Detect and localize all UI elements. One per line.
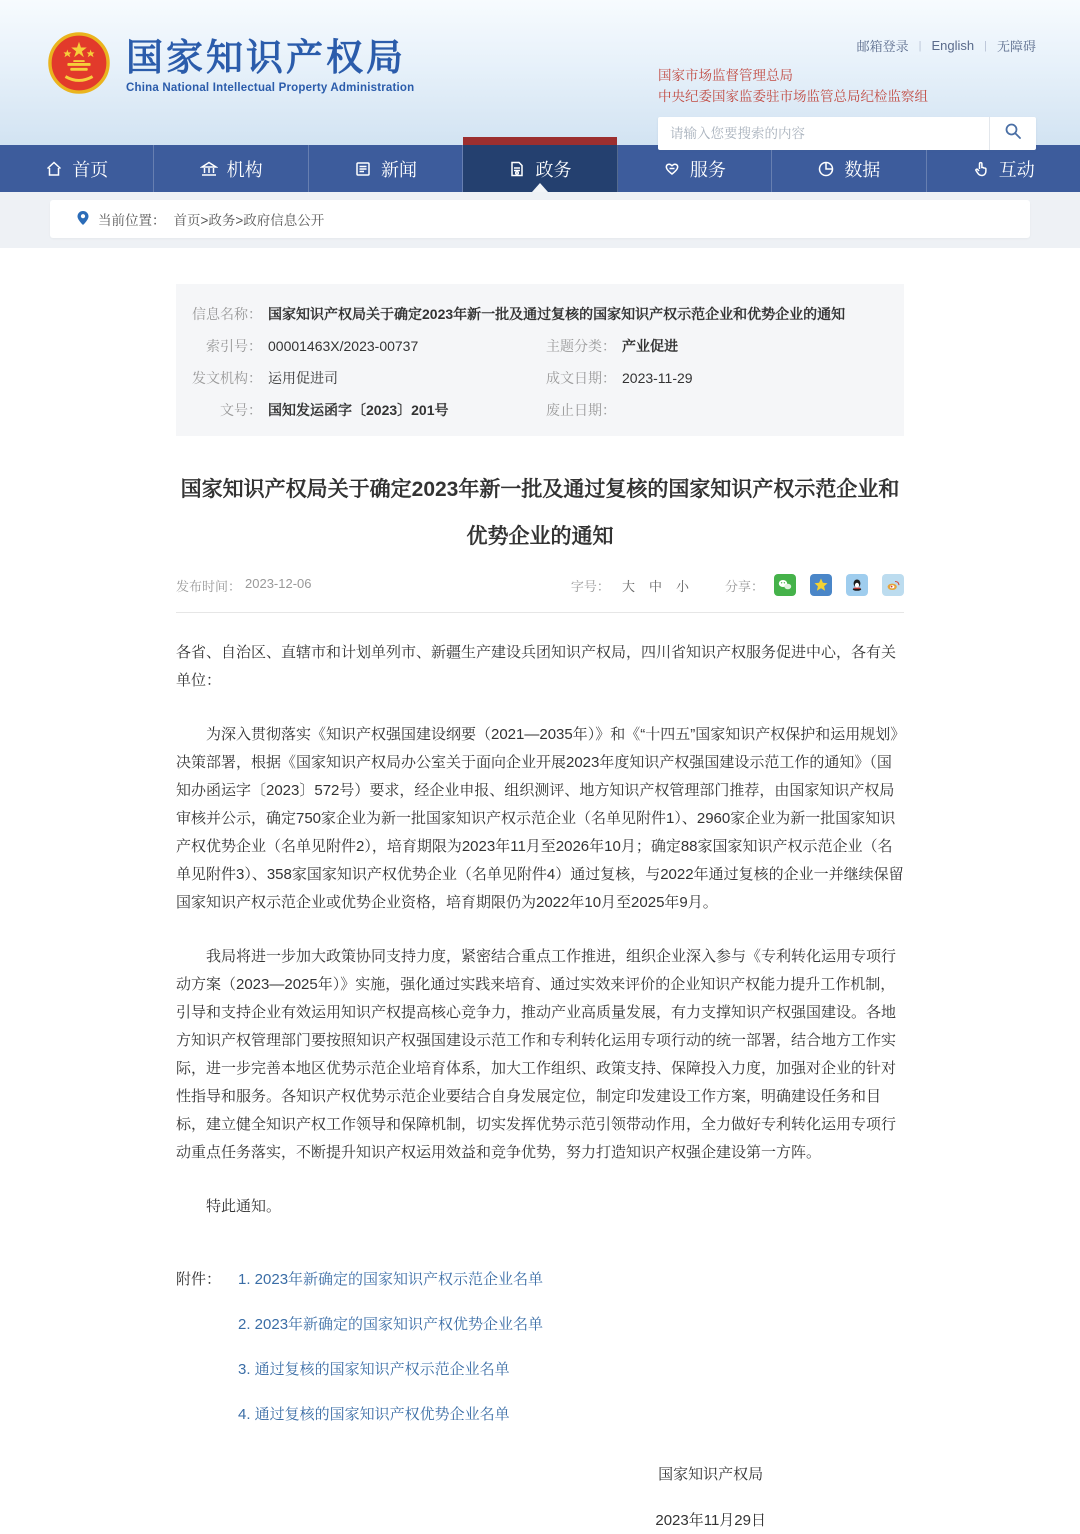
fontsize-small-button[interactable]: 小	[675, 578, 689, 594]
qzone-share-icon[interactable]	[810, 574, 832, 596]
nav-tab-services[interactable]	[618, 145, 772, 192]
document-icon	[508, 160, 526, 178]
document-page	[0, 248, 1080, 1534]
link-separator: |	[918, 39, 922, 52]
article-body	[176, 639, 904, 1221]
mail-login-link[interactable]: 邮箱登录	[856, 39, 909, 54]
qq-share-icon[interactable]	[846, 574, 868, 596]
agency-title: 国家知识产权局	[126, 36, 406, 78]
body-paragraph: 为深入贯彻落实《知识产权强国建设纲要（2021—2035年）》和《“十四五”国家知识产权保护和运用规划》决策部署，根据《国家知识产权局办公室关于面向企业开展2023年度知识产权强国建设示范工作的通知》（国知办函运字〔2023〕572号）要求，经企业申报、组织测评、地方知识产权管理部门推荐，由国家知识产权局审核并公示，确定750家企业为新一批国家知识产权示范企业（名单见附件1）、2960家企业为新一批国家知识产权优势企业（名单见附件2），培育期限为2023年11月至2026年10月；确定88家国家知识产权示范企业（名单见附件3）、358家国家知识产权优势企业（名单见附件4）通过复核，与2022年通过复核的企业一并继续保留国家知识产权示范企业或优势企业资格，培育期限仍为2022年10月至2025年9月。	[176, 726, 904, 912]
agency-title-en: China National Intellectual Property Administration	[126, 81, 415, 94]
nav-tab-data[interactable]	[772, 145, 926, 192]
signature-organization: 国家知识产权局	[658, 1466, 764, 1484]
search-input[interactable]	[658, 126, 989, 141]
nav-tab-institutions[interactable]	[154, 145, 308, 192]
breadcrumb	[50, 200, 1030, 238]
related-agency-links	[658, 65, 1036, 107]
document-info-table	[176, 284, 904, 436]
info-index-value: 00001463X/2023-00737	[268, 338, 419, 354]
breadcrumb-strip	[0, 192, 1080, 248]
salutation: 各省、自治区、直辖市和计划单列市、新疆生产建设兵团知识产权局，四川省知识产权服务促进中心，各有关单位：	[176, 644, 897, 690]
fontsize-medium-button[interactable]: 中	[648, 578, 662, 594]
nav-tab-home[interactable]	[0, 145, 154, 192]
info-name-value: 国家知识产权局关于确定2023年新一批及通过复核的国家知识产权示范企业和优势企业的通知	[268, 306, 846, 322]
pointing-hand-icon	[972, 160, 990, 178]
weibo-share-icon[interactable]	[882, 574, 904, 596]
nav-tab-news[interactable]	[309, 145, 463, 192]
attachment-link-4[interactable]: 4. 通过复核的国家知识产权优势企业名单	[238, 1406, 510, 1424]
info-abolish-value	[616, 394, 622, 426]
info-issuer-label: 发文机构：	[192, 370, 262, 386]
nav-tab-label: 政务	[535, 159, 572, 180]
nav-tab-label: 首页	[72, 159, 109, 180]
content-divider	[176, 612, 904, 613]
nav-tab-label: 数据	[844, 159, 881, 180]
site-brand	[48, 32, 414, 99]
location-pin-icon	[76, 210, 90, 229]
info-topic-value: 产业促进	[622, 338, 678, 354]
heart-hand-icon	[663, 160, 681, 178]
breadcrumb-label: 当前位置：	[98, 213, 166, 228]
signature-date: 2023年11月29日	[655, 1512, 766, 1530]
main-navigation	[0, 145, 1080, 192]
body-paragraph: 特此通知。	[206, 1198, 282, 1216]
home-icon	[45, 160, 63, 178]
samr-link[interactable]: 国家市场监督管理总局	[658, 68, 793, 83]
attachments-label: 附件：	[176, 1271, 222, 1289]
info-abolish-label: 废止日期：	[546, 402, 616, 418]
accessibility-link[interactable]: 无障碍	[996, 39, 1036, 54]
info-docno-label: 文号：	[220, 402, 262, 418]
nav-tab-label: 新闻	[381, 159, 418, 180]
nav-tab-label: 互动	[998, 159, 1035, 180]
fontsize-label: 字号：	[570, 578, 610, 594]
publish-time-label: 发布时间：	[176, 578, 242, 594]
body-paragraph: 我局将进一步加大政策协同支持力度，紧密结合重点工作推进，组织企业深入参与《专利转化运用专项行动方案（2023—2025年）》实施，强化通过实践来培育、通过实效来评价的企业知识产权能力提升工作机制，引导和支持企业有效运用知识产权提高核心竞争力，推动产业高质量发展，有力支撑知识产权强国建设。各地方知识产权管理部门要按照知识产权强国建设示范工作和专利转化运用专项行动的统一部署，结合地方工作实际，进一步完善本地区优势示范企业培育体系，加大工作组织、政策支持、保障投入力度，加强对企业的针对性指导和服务。各知识产权优势示范企业要结合自身发展定位，制定印发建设工作方案，明确建设任务和目标，建立健全知识产权工作领导和保障机制，切实发挥优势示范引领带动作用，全力做好专利转化运用专项行动重点任务落实，不断提升知识产权运用效益和竞争优势，努力打造知识产权强企建设第一方阵。	[176, 948, 897, 1162]
info-date-value: 2023-11-29	[622, 370, 693, 386]
attachment-link-1[interactable]: 1. 2023年新确定的国家知识产权示范企业名单	[238, 1271, 544, 1289]
attachment-link-2[interactable]: 2. 2023年新确定的国家知识产权优势企业名单	[238, 1316, 544, 1334]
english-link[interactable]: English	[931, 38, 975, 53]
link-separator: |	[984, 39, 987, 52]
nav-tab-interaction[interactable]	[927, 145, 1080, 192]
info-index-label: 索引号：	[206, 338, 262, 354]
bank-icon	[200, 160, 218, 178]
info-name-label: 信息名称：	[192, 306, 262, 322]
search-icon	[1004, 122, 1022, 145]
info-date-label: 成文日期：	[546, 370, 616, 386]
info-topic-label: 主题分类：	[546, 338, 616, 354]
discipline-inspection-link[interactable]: 中央纪委国家监委驻市场监管总局纪检监察组	[658, 89, 928, 104]
attachments-section	[176, 1267, 904, 1428]
article-meta	[176, 574, 904, 596]
newspaper-icon	[354, 160, 372, 178]
pie-chart-icon	[817, 160, 835, 178]
attachment-link-3[interactable]: 3. 通过复核的国家知识产权示范企业名单	[238, 1361, 510, 1379]
info-docno-value: 国知发运函字〔2023〕201号	[268, 402, 449, 418]
nav-tab-label: 服务	[689, 159, 726, 180]
site-header	[0, 0, 1080, 145]
publish-time-value: 2023-12-06	[245, 575, 312, 591]
fontsize-large-button[interactable]: 大	[621, 578, 635, 594]
share-label: 分享：	[724, 578, 764, 594]
nav-tab-government-affairs[interactable]	[463, 145, 617, 192]
info-issuer-value: 运用促进司	[268, 370, 338, 386]
breadcrumb-path[interactable]: 首页>政务>政府信息公开	[173, 213, 325, 228]
signature-block	[655, 1462, 766, 1534]
national-emblem-icon	[48, 32, 110, 99]
nav-tab-label: 机构	[226, 159, 263, 180]
header-utility-links	[658, 36, 1036, 55]
wechat-share-icon[interactable]	[774, 574, 796, 596]
article-title: 国家知识产权局关于确定2023年新一批及通过复核的国家知识产权示范企业和优势企业的通知	[180, 478, 900, 548]
